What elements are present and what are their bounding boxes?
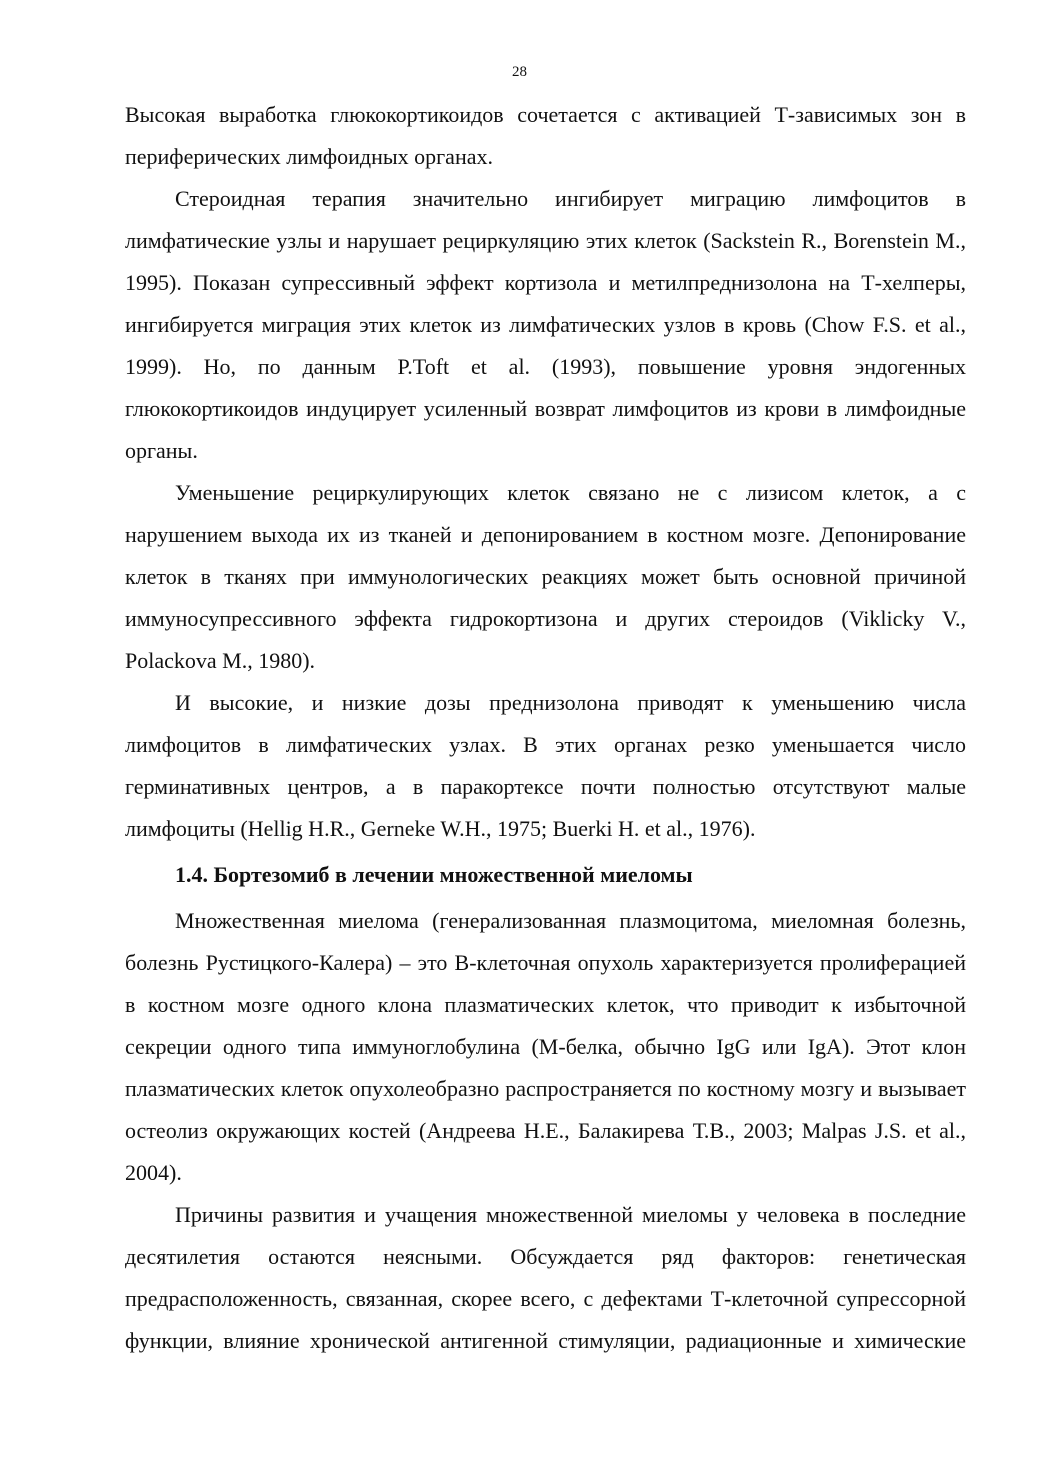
paragraph-multiple-myeloma: Множественная миелома (генерализованная плазмоцитома, миеломная болезнь, болезнь Рустицкого-Калера) – это В-клеточная опухоль характеризуется пролиферацией в костном мозге одного клона плазматических клеток, что приводит к избыточной секреции одного типа иммуноглобулина (М-белка, обычно IgG или IgA). Этот клон плазматических клеток опухолеобразно распространяется по костному мозгу и вызывает остеолиз окружающих костей (Андреева Н.Е., Балакирева Т.В., 2003; Malpas J.S. et al., 2004). — [125, 908, 966, 1185]
page-number: 28 — [512, 64, 527, 80]
paragraph-prednisolone-doses: И высокие, и низкие дозы преднизолона приводят к уменьшению числа лимфоцитов в лимфатических узлах. В этих органах резко уменьшается число герминативных центров, а в паракортексе почти полностью отсутствуют малые лимфоциты (Hellig H.R., Gerneke W.H., 1975; Buerki H. et al., 1976). — [125, 690, 966, 841]
document-body — [125, 94, 966, 1362]
paragraph-recirculating-cells: Уменьшение рециркулирующих клеток связано не с лизисом клеток, а с нарушением выхода их из тканей и депонированием в костном мозге. Депонирование клеток в тканях при иммунологических реакциях может быть основной причиной иммуносупрессивного эффекта гидрокортизона и других стероидов (Viklicky V., Polackova M., 1980). — [125, 480, 966, 673]
section-heading: 1.4. Бортезомиб в лечении множественной миеломы — [175, 862, 693, 887]
paragraph-myeloma-causes: Причины развития и учащения множественной миеломы у человека в последние десятилетия остаются неясными. Обсуждается ряд факторов: генетическая предрасположенность, связанная, скорее всего, с дефектами Т-клеточной супрессорной функции, влияние хронической антигенной стимуляции, радиационные и химические — [125, 1202, 966, 1353]
paragraph-steroid-therapy: Стероидная терапия значительно ингибирует миграцию лимфоцитов в лимфатические узлы и нарушает рециркуляцию этих клеток (Sackstein R., Borenstein M., 1995). Показан супрессивный эффект кортизола и метилпреднизолона на Т-хелперы, ингибируется миграция этих клеток из лимфатических узлов в кровь (Chow F.S. et al., 1999). Но, по данным P.Toft et al. (1993), повышение уровня эндогенных глюкокортикоидов индуцирует усиленный возврат лимфоцитов из крови в лимфоидные органы. — [125, 186, 966, 463]
paragraph-glucocorticoid-production: Высокая выработка глюкокортикоидов сочетается с активацией Т-зависимых зон в периферических лимфоидных органах. — [125, 102, 966, 169]
